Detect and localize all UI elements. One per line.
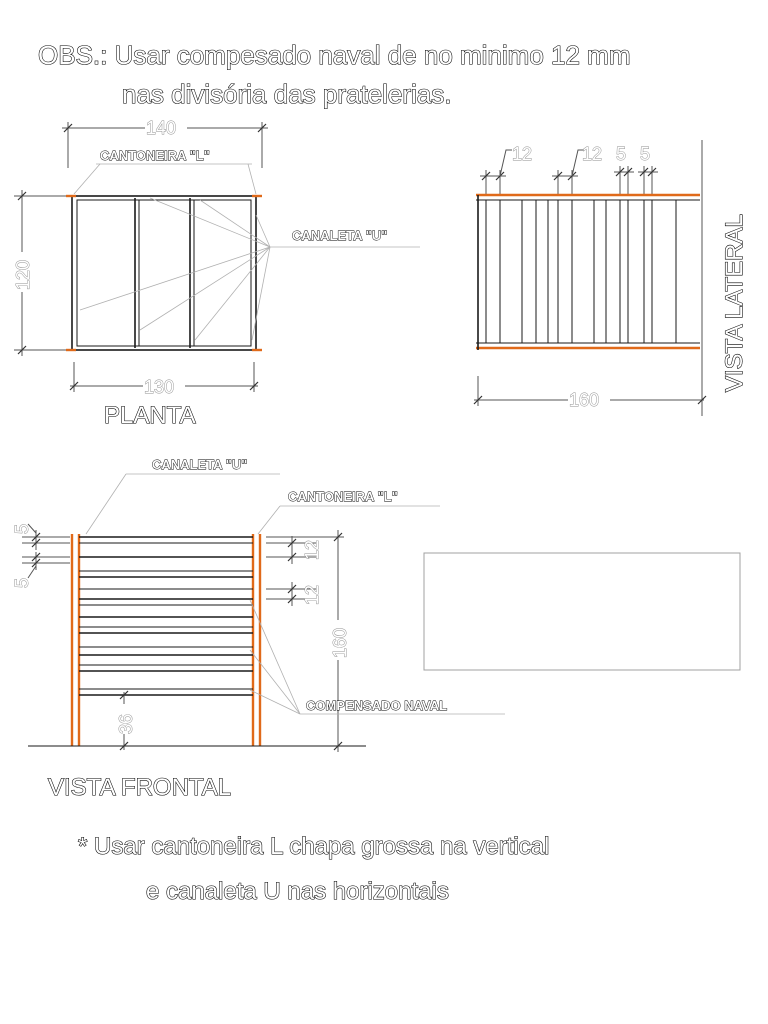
planta-label-cantoneira: CANTONEIRA "L" — [100, 148, 210, 163]
lateral-title: VISTA LATERAL — [721, 214, 748, 392]
line — [86, 474, 126, 534]
lateral-dim-12b: 12 — [582, 144, 603, 164]
frontal-label-canaleta: CANALETA "U" — [152, 457, 248, 472]
note-top-line1: OBS.: Usar compesado naval de no minimo 12 mm — [38, 40, 631, 70]
lateral-dim-5b: 5 — [640, 144, 651, 164]
note-top-line2: nas divisória das pratelerias. — [122, 79, 452, 109]
frontal-dim-5a: 5 — [12, 523, 32, 534]
planta-label-canaleta: CANALETA "U" — [292, 228, 388, 243]
path — [500, 150, 512, 176]
line — [150, 198, 270, 247]
vista-frontal-view — [12, 457, 505, 801]
planta-dim-top: 140 — [146, 118, 177, 138]
line — [250, 690, 300, 714]
planta-dim-left: 120 — [13, 259, 33, 290]
lateral-dim-5a: 5 — [616, 144, 627, 164]
lateral-dim-bottom: 160 — [569, 390, 600, 410]
planta-title: PLANTA — [104, 402, 196, 429]
note-bottom-line1: * Usar cantoneira L chapa grossa na vertical — [78, 833, 550, 860]
frontal-label-compensado: COMPENSADO NAVAL — [306, 698, 448, 713]
frontal-label-cantoneira: CANTONEIRA "L" — [288, 489, 398, 504]
planta-dim-bottom: 130 — [144, 377, 175, 397]
line — [248, 164, 256, 194]
frontal-shelves — [79, 537, 253, 695]
line — [258, 506, 280, 534]
line — [250, 600, 300, 714]
note-bottom-line2: e canaleta U nas horizontais — [146, 878, 449, 905]
lateral-shelf-edges — [486, 200, 676, 343]
frontal-dim-12a: 12 — [302, 539, 322, 560]
line — [252, 247, 270, 340]
vista-lateral-view — [474, 140, 748, 416]
line — [74, 164, 100, 194]
rect — [77, 200, 251, 346]
title-block-box — [424, 553, 740, 670]
frontal-dim-36: 36 — [116, 713, 136, 734]
planta-view — [12, 118, 420, 429]
line — [195, 247, 270, 340]
frontal-dim-12b: 12 — [302, 584, 322, 605]
lateral-dim-12a: 12 — [512, 144, 533, 164]
frontal-dim-5b: 5 — [12, 577, 32, 588]
line — [80, 247, 270, 310]
path — [28, 566, 36, 578]
frontal-dim-160: 160 — [330, 627, 350, 658]
line — [250, 650, 300, 714]
frontal-title: VISTA FRONTAL — [48, 774, 232, 801]
